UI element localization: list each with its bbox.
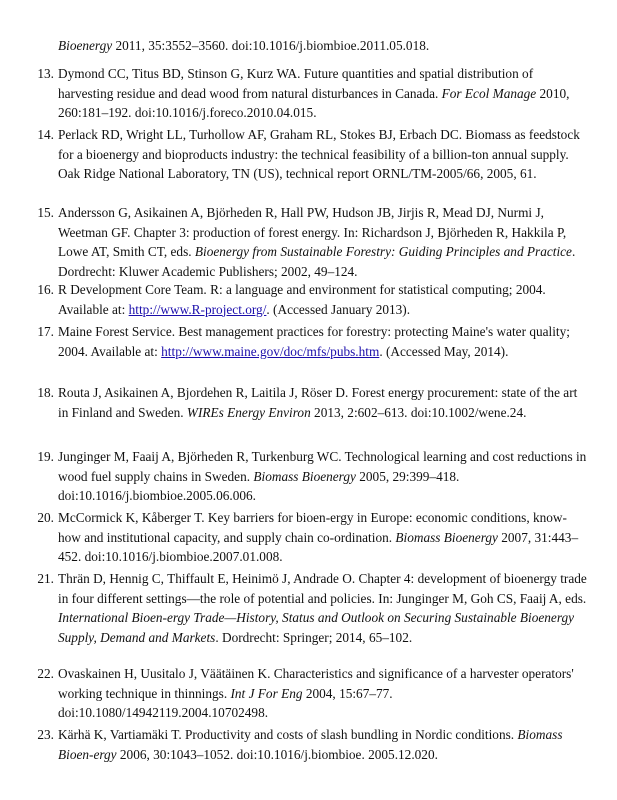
reference-link[interactable]: http://www.R-project.org/ — [128, 301, 267, 317]
reference-entry — [58, 36, 588, 56]
reference-title-italic: Bioenergy from Sustainable Forestry: Guiding Principles and Practice — [194, 244, 572, 259]
reference-number: 15. — [37, 205, 54, 220]
reference-title-italic: Biomass Bioenergy — [253, 468, 356, 484]
reference-text: McCormick K, Kåberger T. Key barriers for bioen-ergy in Europe: economic conditions, know-how and institutional capacity, and supply chain co-ordination. — [58, 510, 567, 545]
reference-text: R Development Core Team. R: a language and environment for statistical computing; 2004. Available at: — [58, 282, 546, 317]
reference-entry — [37, 280, 588, 319]
reference-text: 2007, 31:443–452. doi:10.1016/j.biombioe.2007.01.008. — [58, 529, 579, 564]
reference-title-italic: Int J For Eng — [230, 685, 303, 701]
reference-entry — [37, 664, 588, 723]
reference-title-italic: International Bioen-ergy Trade—History, Status and Outlook on Securing Sustainable Bioenergy Supply, Demand and Markets — [58, 610, 575, 645]
reference-text: . (Accessed January 2013). — [266, 301, 411, 317]
reference-entry — [37, 383, 588, 422]
reference-number: 16. — [37, 282, 54, 297]
reference-entry — [37, 203, 588, 281]
reference-text: . Dordrecht: Springer; 2014, 65–102. — [215, 629, 413, 645]
reference-entry — [37, 569, 588, 647]
reference-title-italic: Biomass Bioen-ergy — [58, 727, 563, 762]
reference-text: Dymond CC, Titus BD, Stinson G, Kurz WA. Future quantities and spatial distribution of harvesting residue and dead wood from natural disturbances in Canada. — [58, 66, 534, 101]
reference-entry — [37, 125, 588, 184]
reference-text: 2006, 30:1043–1052. doi:10.1016/j.biombioe. 2005.12.020. — [116, 746, 438, 762]
reference-number: 22. — [37, 666, 54, 681]
reference-entry — [37, 64, 588, 123]
reference-text: 2005, 29:399–418. doi:10.1016/j.biombioe.2005.06.006. — [58, 468, 460, 503]
reference-title-italic: For Ecol Manage — [441, 85, 537, 101]
reference-text: 2004, 15:67–77. doi:10.1080/14942119.2004.10702498. — [58, 685, 393, 720]
reference-link[interactable]: http://www.maine.gov/doc/mfs/pubs.htm — [161, 343, 380, 359]
reference-text: 2013, 2:602–613. doi:10.1002/wene.24. — [310, 404, 527, 420]
reference-number: 18. — [37, 385, 54, 400]
reference-text: 2011, 35:3552–3560. doi:10.1016/j.biombioe.2011.05.018. — [112, 38, 430, 53]
reference-text: . (Accessed May, 2014). — [379, 343, 509, 359]
reference-number: 17. — [37, 324, 54, 339]
reference-number: 14. — [37, 127, 54, 142]
reference-number: 23. — [37, 727, 54, 742]
reference-text: Perlack RD, Wright LL, Turhollow AF, Graham RL, Stokes BJ, Erbach DC. Biomass as feedstock for a bioenergy and bioproducts industry: the technical feasibility of a billion-ton annual supply. Oak Ridge National Laboratory, TN (US), technical report ORNL/TM-2005/66, 2005, 61. — [58, 127, 580, 181]
reference-text: Andersson G, Asikainen A, Björheden R, Hall PW, Hudson JB, Jirjis R, Mead DJ, Nurmi J, Weetman GF. Chapter 3: production of forest energy. In: Richardson J, Björheden R, Hakkila P, Lowe AT, Smith CT, eds. — [58, 205, 567, 259]
reference-text: . Dordrecht: Kluwer Academic Publishers; 2002, 49–124. — [58, 244, 576, 279]
reference-text: Ovaskainen H, Uusitalo J, Väätäinen K. Characteristics and significance of a harvester operators' working technique in thinnings. — [58, 666, 574, 701]
reference-text: Maine Forest Service. Best management practices for forestry: protecting Maine's water quality; 2004. Available at: — [58, 324, 570, 359]
reference-entry — [37, 322, 588, 361]
reference-title-italic: Bioenergy — [58, 38, 113, 53]
reference-text: Thrän D, Hennig C, Thiffault E, Heinimö J, Andrade O. Chapter 4: development of bioenergy trade in four different settings—the role of potential and policies. In: Junginger M, Goh CS, Faaij A, eds. — [58, 571, 587, 606]
reference-text: 2010, 260:181–192. doi:10.1016/j.foreco.2010.04.015. — [58, 85, 570, 120]
reference-title-italic: Biomass Bioenergy — [395, 529, 498, 545]
reference-text: Junginger M, Faaij A, Björheden R, Turkenburg WC. Technological learning and cost reductions in wood fuel supply chains in Sweden. — [58, 449, 587, 484]
reference-text: Routa J, Asikainen A, Bjordehen R, Laitila J, Röser D. Forest energy procurement: state of the art in Finland and Sweden. — [58, 385, 578, 420]
reference-number: 19. — [37, 449, 54, 464]
reference-number: 21. — [37, 571, 54, 586]
reference-text: Kärhä K, Vartiamäki T. Productivity and costs of slash bundling in Nordic conditions. — [58, 727, 518, 742]
reference-title-italic: WIREs Energy Environ — [186, 404, 311, 420]
reference-entry — [37, 725, 588, 764]
reference-entry — [37, 447, 588, 506]
reference-entry — [37, 508, 588, 567]
reference-number: 13. — [37, 66, 54, 81]
reference-number: 20. — [37, 510, 54, 525]
